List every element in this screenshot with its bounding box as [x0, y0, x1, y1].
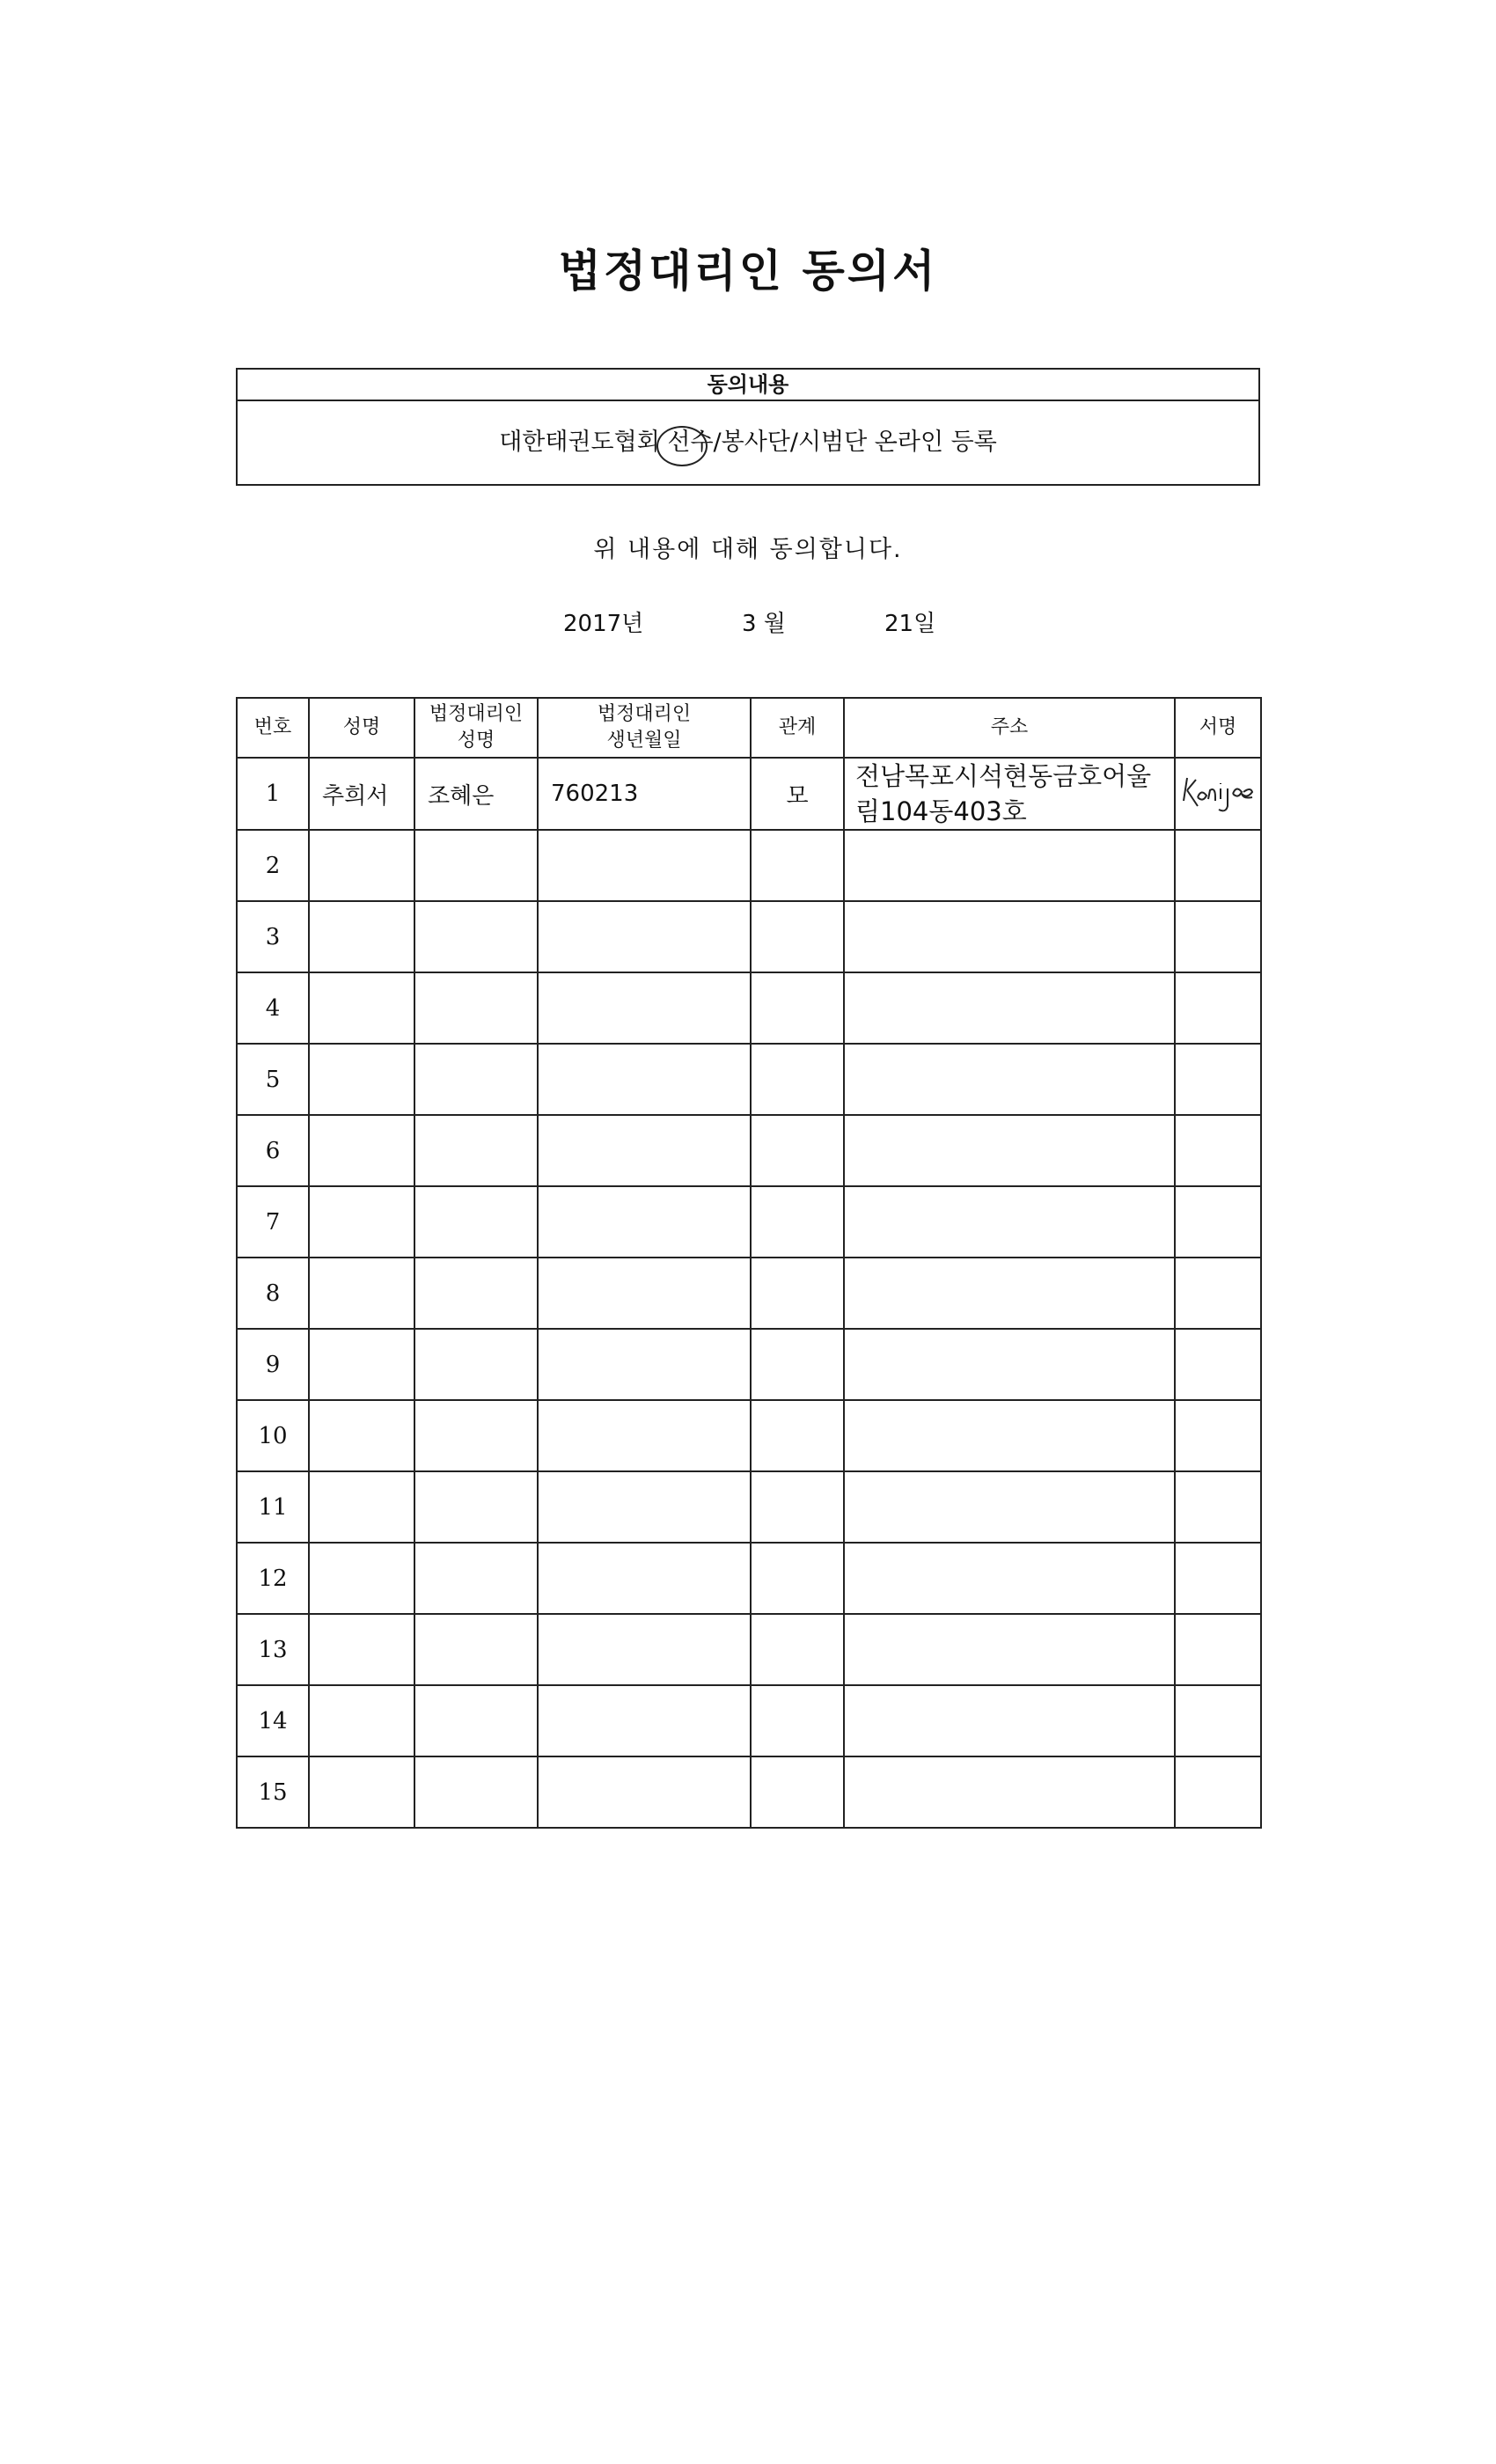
- table-row: [237, 901, 1261, 972]
- registration-table: [236, 697, 1262, 1829]
- row-number: 12: [237, 1543, 309, 1614]
- row-address: 전남목포시석현동금호어울림104동403호: [844, 758, 1175, 830]
- handwritten-signature: [1178, 769, 1258, 818]
- row-number: 15: [237, 1756, 309, 1828]
- table-row: [237, 972, 1261, 1044]
- agreement-statement: 위 내용에 대해 동의합니다.: [593, 536, 903, 563]
- row-number: 3: [237, 901, 309, 972]
- header-guardian-birth-line1: 법정대리인: [597, 703, 692, 725]
- header-guardian-name-line1: 법정대리인: [429, 703, 524, 725]
- table-row: [237, 1115, 1261, 1186]
- consent-content: 대한태권도협회 선수/봉사단/시범단 온라인 등록: [499, 429, 997, 456]
- row-number: 6: [237, 1115, 309, 1186]
- row-number: 9: [237, 1329, 309, 1400]
- row-number: 14: [237, 1685, 309, 1756]
- consent-header: 동의내용: [238, 370, 1258, 401]
- consent-body: [238, 401, 1258, 484]
- row-guardian-birth: 760213: [538, 758, 751, 830]
- table-row: [237, 1756, 1261, 1828]
- header-relation: 관계: [751, 698, 844, 758]
- row-signature: [1175, 758, 1261, 830]
- table-row: [237, 1543, 1261, 1614]
- header-guardian-name-line2: 성명: [457, 730, 495, 752]
- date-day: 21일: [884, 611, 936, 637]
- table-row: [237, 1258, 1261, 1329]
- row-number: 1: [237, 758, 309, 830]
- header-signature: 서명: [1175, 698, 1261, 758]
- row-name: 추희서: [309, 758, 414, 830]
- row-number: 2: [237, 830, 309, 901]
- table-row: [237, 1471, 1261, 1543]
- date-month: 3 월: [742, 611, 786, 637]
- row-number: 11: [237, 1471, 309, 1543]
- table-row: [237, 1329, 1261, 1400]
- date-year: 2017년: [563, 611, 644, 637]
- row-number: 10: [237, 1400, 309, 1471]
- table-row: [237, 1400, 1261, 1471]
- row-number: 5: [237, 1044, 309, 1115]
- row-guardian-name: 조혜은: [414, 758, 538, 830]
- row-relation: 모: [751, 758, 844, 830]
- header-address: 주소: [844, 698, 1175, 758]
- row-number: 4: [237, 972, 309, 1044]
- header-name: 성명: [309, 698, 414, 758]
- table-row: [237, 1614, 1261, 1685]
- consent-content-box: [236, 368, 1260, 486]
- header-no: 번호: [237, 698, 309, 758]
- table-header-row: [237, 698, 1261, 758]
- row-number: 8: [237, 1258, 309, 1329]
- table-row: [237, 758, 1261, 830]
- header-guardian-name: [414, 698, 538, 758]
- table-row: [237, 1186, 1261, 1258]
- table-row: [237, 830, 1261, 901]
- table-row: [237, 1685, 1261, 1756]
- row-number: 13: [237, 1614, 309, 1685]
- header-guardian-birth-line2: 생년월일: [606, 730, 682, 752]
- table-row: [237, 1044, 1261, 1115]
- handwritten-circle-mark: [656, 426, 708, 466]
- header-guardian-birth: [538, 698, 751, 758]
- row-number: 7: [237, 1186, 309, 1258]
- document-title: 법정대리인 동의서: [558, 246, 938, 297]
